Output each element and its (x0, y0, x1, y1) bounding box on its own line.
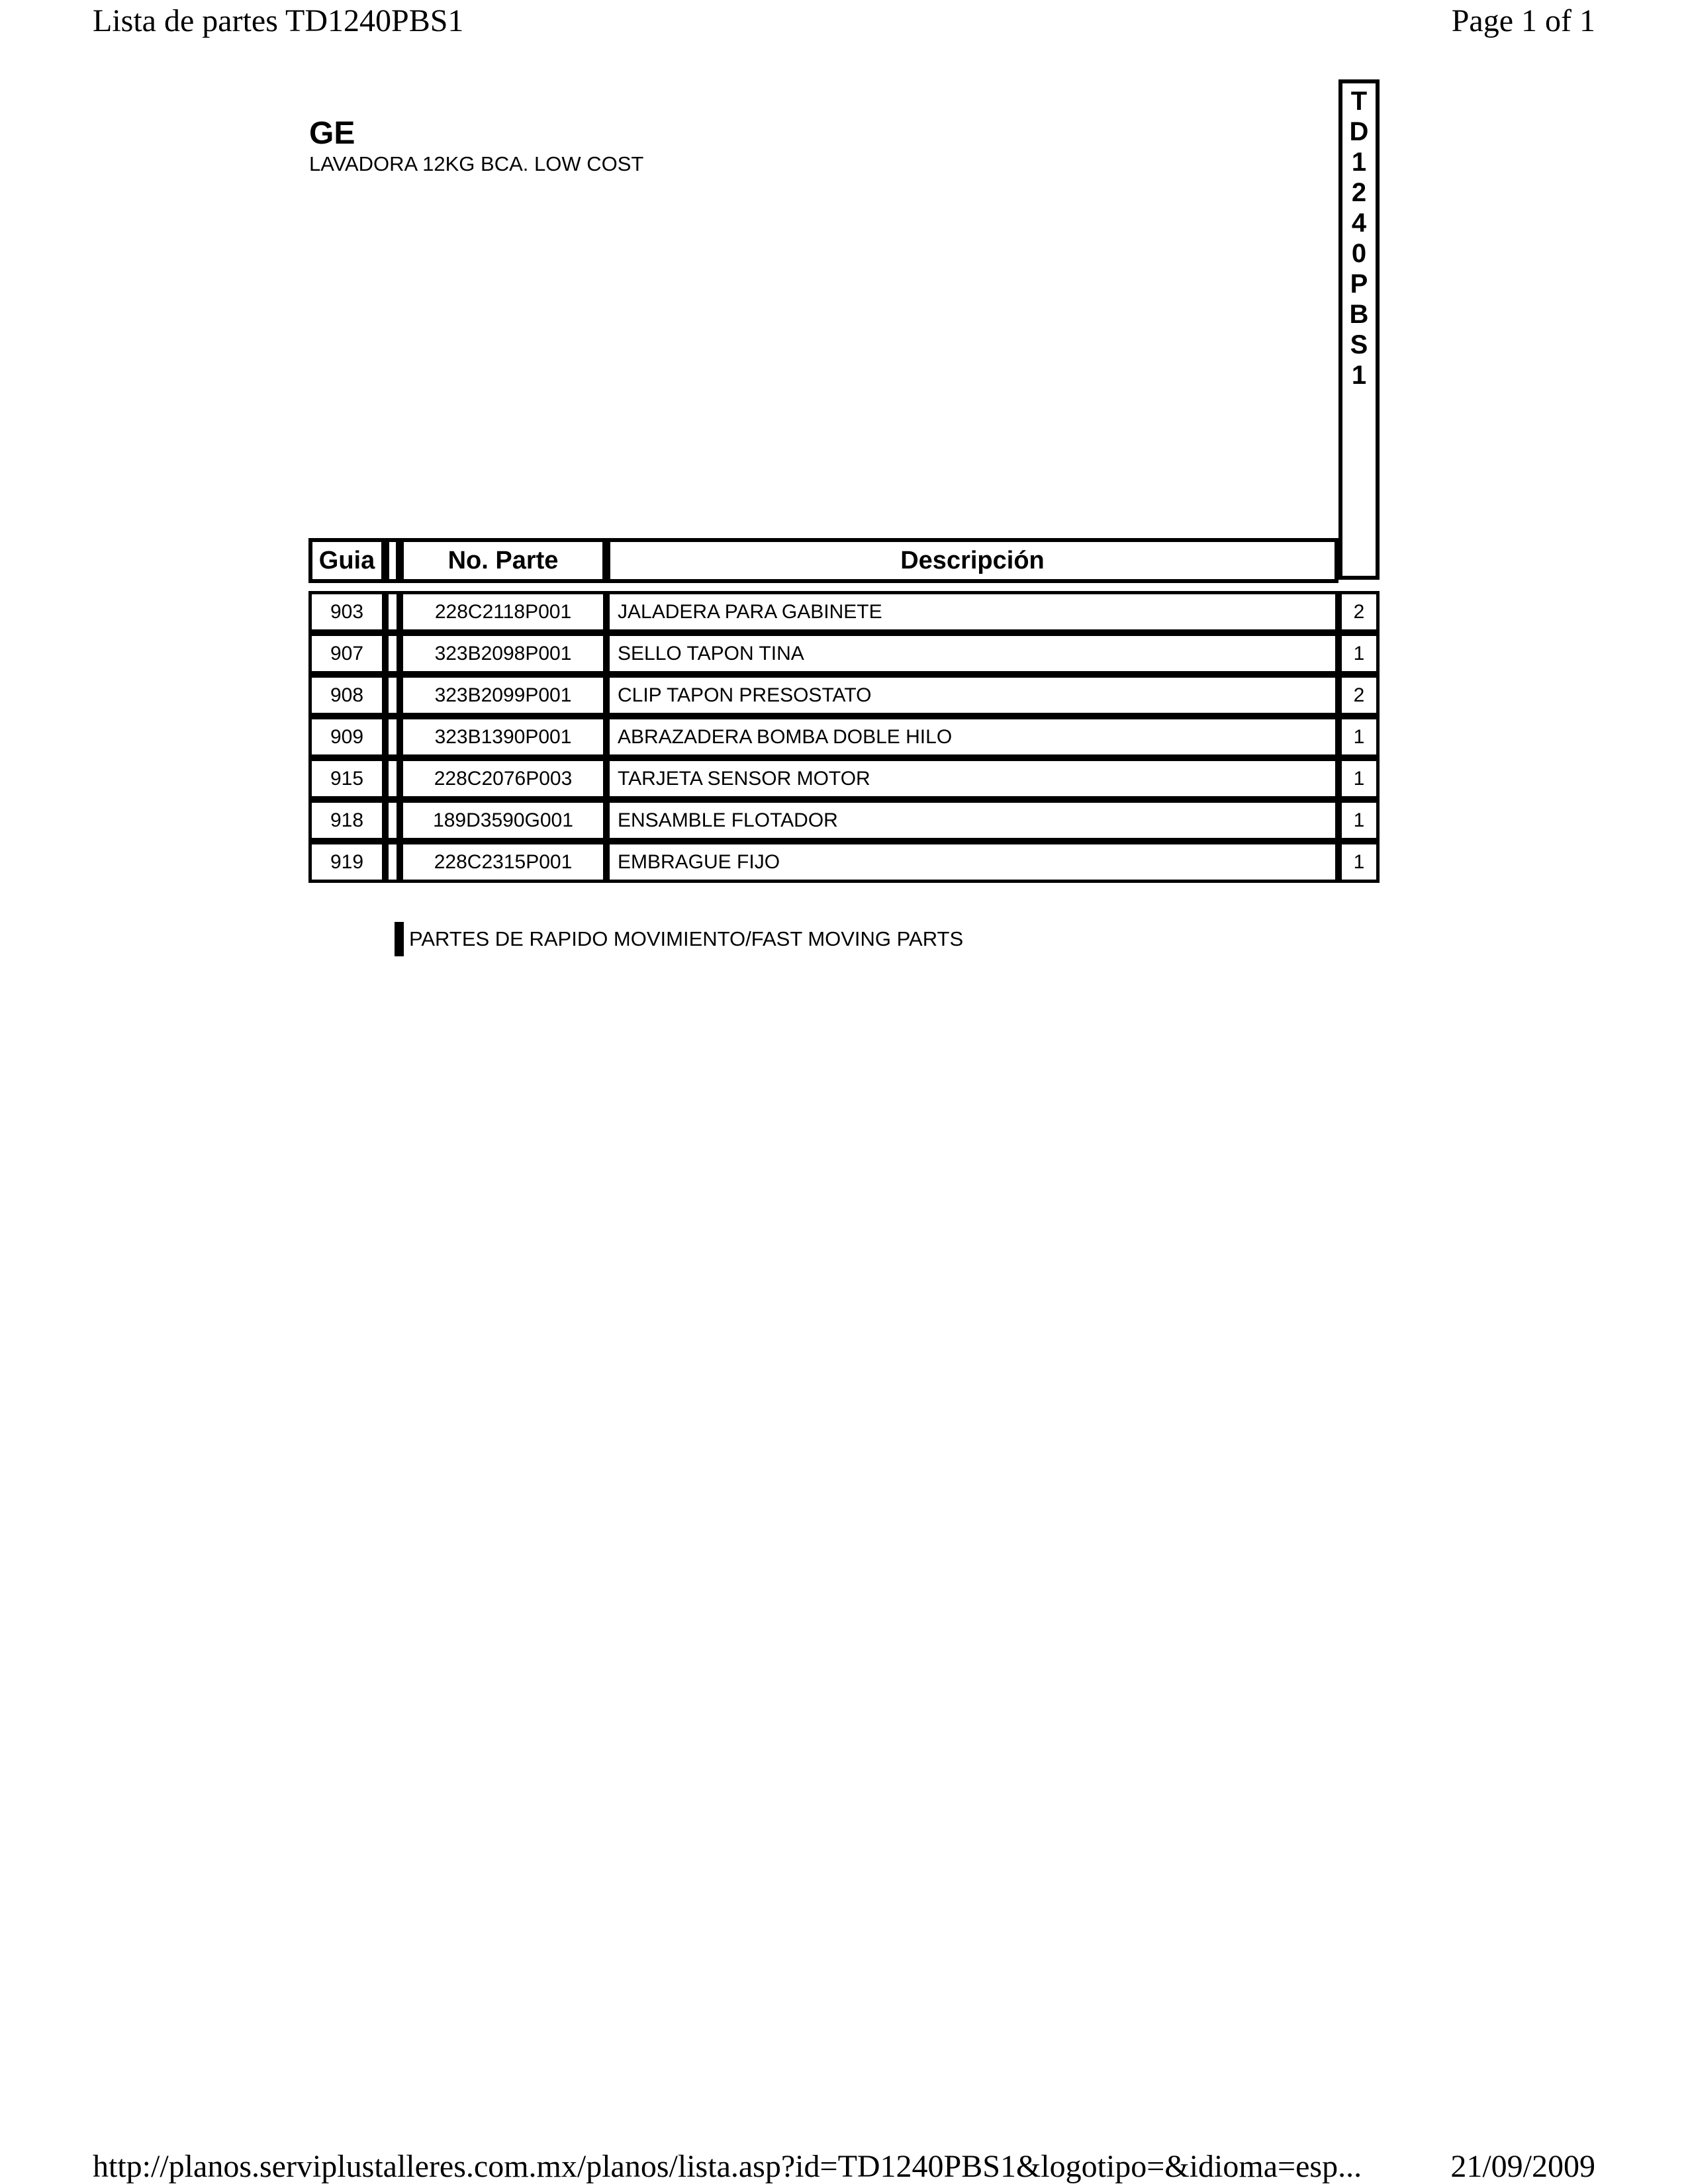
table-row (308, 591, 1380, 633)
table-row (308, 758, 1380, 799)
part-number-cell: 228C2118P001 (400, 591, 606, 633)
marker-cell (385, 841, 400, 883)
column-header-description: Descripción (606, 538, 1338, 583)
marker-cell (385, 674, 400, 716)
quantity-cell: 1 (1338, 716, 1380, 758)
marker-cell (385, 758, 400, 799)
model-char: T (1350, 87, 1368, 116)
part-number-cell: 228C2315P001 (400, 841, 606, 883)
product-description: LAVADORA 12KG BCA. LOW COST (309, 152, 644, 175)
part-number-cell: 323B2098P001 (400, 633, 606, 674)
table-row (308, 633, 1380, 674)
table-row (308, 799, 1380, 841)
model-char: D (1349, 117, 1369, 146)
guia-cell: 919 (308, 841, 385, 883)
brand-name: GE (309, 116, 355, 151)
guia-cell: 918 (308, 799, 385, 841)
description-cell: JALADERA PARA GABINETE (606, 591, 1338, 633)
legend (395, 922, 963, 956)
quantity-cell: 2 (1338, 591, 1380, 633)
fast-moving-marker-icon (395, 922, 404, 956)
description-cell: EMBRAGUE FIJO (606, 841, 1338, 883)
guia-cell: 915 (308, 758, 385, 799)
parts-table (308, 591, 1380, 883)
description-cell: TARJETA SENSOR MOTOR (606, 758, 1338, 799)
model-char: 1 (1351, 148, 1367, 177)
description-cell: CLIP TAPON PRESOSTATO (606, 674, 1338, 716)
model-char: P (1350, 269, 1368, 298)
quantity-cell: 1 (1338, 633, 1380, 674)
footer-url: http://planos.serviplustalleres.com.mx/planos/lista.asp?id=TD1240PBS1&logotipo=&idioma=esp... (93, 2149, 1362, 2184)
model-char: 0 (1351, 239, 1367, 268)
guia-cell: 903 (308, 591, 385, 633)
quantity-cell: 1 (1338, 841, 1380, 883)
column-header-marker (385, 538, 400, 583)
description-cell: ABRAZADERA BOMBA DOBLE HILO (606, 716, 1338, 758)
model-char: 2 (1351, 178, 1367, 207)
guia-cell: 907 (308, 633, 385, 674)
column-header-part: No. Parte (400, 538, 606, 583)
model-char: 1 (1351, 361, 1367, 390)
quantity-cell: 1 (1338, 799, 1380, 841)
footer-date: 21/09/2009 (1450, 2149, 1595, 2184)
model-number-vertical (1338, 79, 1380, 580)
description-cell: SELLO TAPON TINA (606, 633, 1338, 674)
table-row (308, 841, 1380, 883)
model-char: 4 (1351, 208, 1367, 238)
part-number-cell: 189D3590G001 (400, 799, 606, 841)
marker-cell (385, 591, 400, 633)
guia-cell: 908 (308, 674, 385, 716)
table-row (308, 674, 1380, 716)
table-header (308, 538, 1338, 583)
page-header-title: Lista de partes TD1240PBS1 (93, 3, 464, 38)
quantity-cell: 2 (1338, 674, 1380, 716)
model-char: S (1350, 330, 1368, 359)
quantity-cell: 1 (1338, 758, 1380, 799)
guia-cell: 909 (308, 716, 385, 758)
part-number-cell: 323B1390P001 (400, 716, 606, 758)
part-number-cell: 323B2099P001 (400, 674, 606, 716)
marker-cell (385, 716, 400, 758)
marker-cell (385, 633, 400, 674)
legend-text: PARTES DE RAPIDO MOVIMIENTO/FAST MOVING PARTS (409, 927, 964, 950)
marker-cell (385, 799, 400, 841)
description-cell: ENSAMBLE FLOTADOR (606, 799, 1338, 841)
part-number-cell: 228C2076P003 (400, 758, 606, 799)
column-header-guia: Guia (308, 538, 385, 583)
page-number: Page 1 of 1 (1451, 3, 1595, 38)
table-row (308, 716, 1380, 758)
model-char: B (1349, 300, 1369, 329)
